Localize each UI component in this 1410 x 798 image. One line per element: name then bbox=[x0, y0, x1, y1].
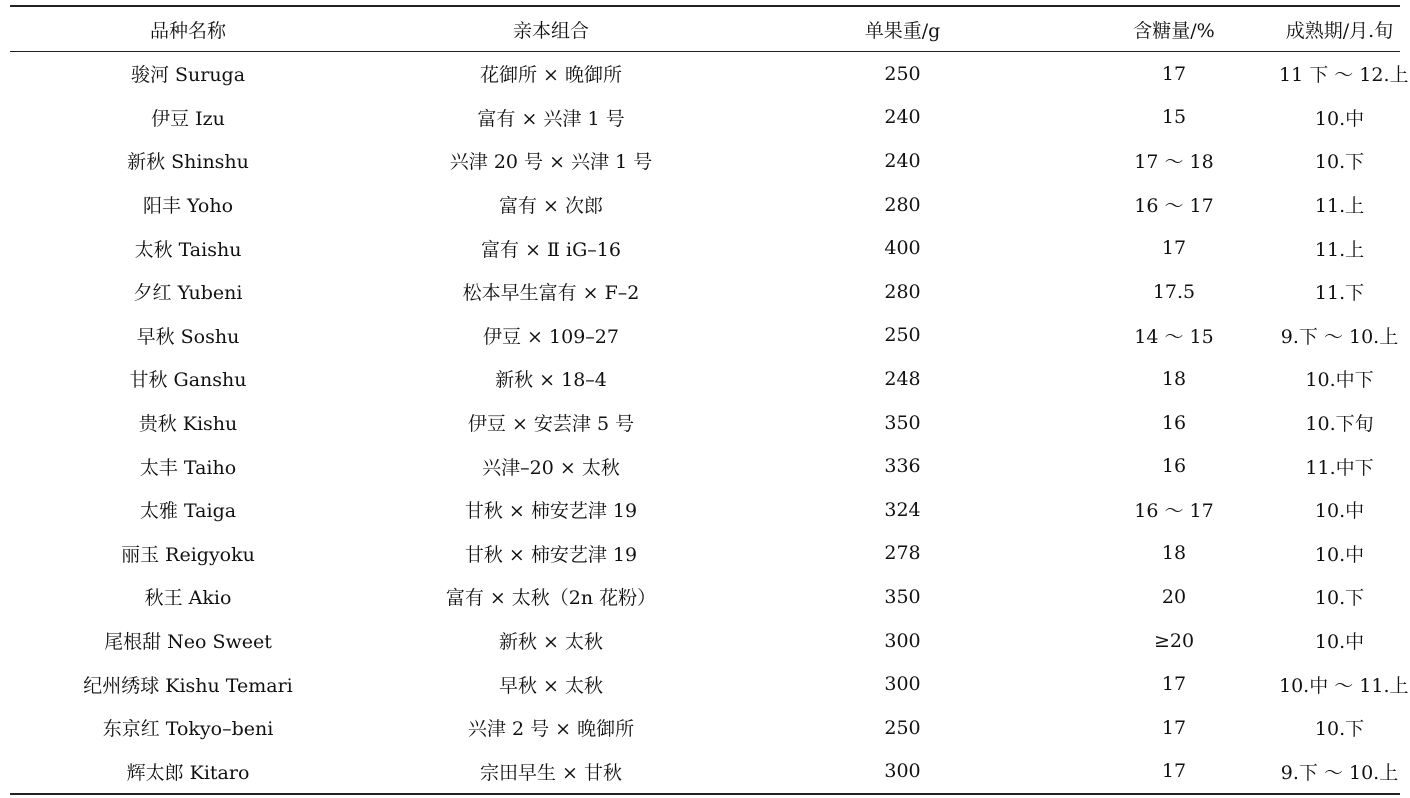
cell-sugar-content: 17 bbox=[1161, 716, 1187, 739]
cell-maturity-period: 10.中 bbox=[1314, 543, 1365, 566]
cell-cultivar-name: 甘秋 Ganshu bbox=[129, 369, 247, 392]
cell-fruit-weight: 250 bbox=[884, 716, 921, 739]
cell-sugar-content: 15 bbox=[1161, 106, 1187, 129]
cell-fruit-weight: 278 bbox=[884, 542, 921, 565]
cell-sugar-content: 17 bbox=[1161, 673, 1187, 696]
cell-sugar-content: 16 ～ 17 bbox=[1134, 500, 1214, 523]
cell-parent-cross: 新秋 × 18–4 bbox=[495, 369, 607, 392]
cell-parent-cross: 松本早生富有 × F–2 bbox=[462, 282, 640, 305]
table-row bbox=[10, 619, 1400, 663]
cell-parent-cross: 富有 × 太秋（2n 花粉） bbox=[445, 587, 657, 610]
cell-fruit-weight: 350 bbox=[884, 585, 921, 608]
header-row bbox=[10, 7, 1400, 51]
cell-cultivar-name: 太秋 Taishu bbox=[134, 238, 242, 261]
cell-sugar-content: 16 bbox=[1161, 411, 1187, 434]
cell-cultivar-name: 伊豆 Izu bbox=[151, 107, 225, 130]
cell-cultivar-name: 夕红 Yubeni bbox=[133, 282, 243, 305]
cell-fruit-weight: 250 bbox=[884, 324, 921, 347]
table-row bbox=[10, 532, 1400, 576]
cell-cultivar-name: 纪州绣球 Kishu Temari bbox=[83, 674, 293, 697]
cell-fruit-weight: 280 bbox=[884, 280, 921, 303]
cell-sugar-content: 18 bbox=[1161, 542, 1187, 565]
cell-cultivar-name: 秋王 Akio bbox=[144, 587, 232, 610]
cell-maturity-period: 11 下 ～ 12.上 bbox=[1279, 64, 1409, 87]
cell-parent-cross: 伊豆 × 109–27 bbox=[483, 325, 619, 348]
cell-sugar-content: 16 ～ 17 bbox=[1134, 195, 1214, 218]
cell-cultivar-name: 早秋 Soshu bbox=[136, 325, 240, 348]
cell-parent-cross: 兴津 2 号 × 晚御所 bbox=[467, 718, 635, 741]
table-row bbox=[10, 96, 1400, 140]
cell-fruit-weight: 240 bbox=[884, 106, 921, 129]
header-fruit-weight: 单果重/g bbox=[864, 19, 941, 42]
cell-fruit-weight: 336 bbox=[884, 455, 921, 478]
cell-parent-cross: 富有 × 兴津 1 号 bbox=[477, 107, 625, 130]
cell-parent-cross: 甘秋 × 柿安艺津 19 bbox=[464, 543, 638, 566]
cell-maturity-period: 11.上 bbox=[1314, 195, 1365, 218]
cell-parent-cross: 新秋 × 太秋 bbox=[499, 631, 603, 654]
cell-parent-cross: 花御所 × 晚御所 bbox=[480, 64, 622, 87]
cell-maturity-period: 10.下旬 bbox=[1305, 413, 1374, 436]
table-row bbox=[10, 662, 1400, 706]
cell-maturity-period: 9.下 ～ 10.上 bbox=[1280, 761, 1399, 784]
table-row bbox=[10, 401, 1400, 445]
cell-sugar-content: 17.5 bbox=[1152, 280, 1196, 303]
cultivar-table bbox=[10, 7, 1400, 51]
cultivar-table-body bbox=[10, 52, 1409, 793]
table-row bbox=[10, 575, 1400, 619]
cell-fruit-weight: 324 bbox=[884, 498, 921, 521]
cell-parent-cross: 宗田早生 × 甘秋 bbox=[480, 761, 622, 784]
cell-maturity-period: 11.下 bbox=[1314, 282, 1365, 305]
cell-sugar-content: 16 bbox=[1161, 455, 1187, 478]
cell-maturity-period: 10.中 bbox=[1314, 631, 1365, 654]
header-parent-cross: 亲本组合 bbox=[512, 19, 589, 42]
cell-cultivar-name: 辉太郎 Kitaro bbox=[126, 761, 250, 784]
cell-fruit-weight: 250 bbox=[884, 62, 921, 85]
cell-sugar-content: 20 bbox=[1161, 585, 1187, 608]
cell-cultivar-name: 丽玉 Reigyoku bbox=[121, 543, 255, 566]
cell-fruit-weight: 300 bbox=[884, 629, 921, 652]
table-row bbox=[10, 183, 1400, 227]
cell-sugar-content: 17 ～ 18 bbox=[1134, 151, 1214, 174]
cell-fruit-weight: 248 bbox=[884, 367, 921, 390]
cell-sugar-content: 14 ～ 15 bbox=[1134, 325, 1214, 348]
cell-fruit-weight: 300 bbox=[884, 760, 921, 783]
cell-parent-cross: 兴津–20 × 太秋 bbox=[482, 456, 620, 479]
cell-fruit-weight: 280 bbox=[884, 193, 921, 216]
cell-parent-cross: 伊豆 × 安芸津 5 号 bbox=[467, 413, 635, 436]
cell-fruit-weight: 300 bbox=[884, 673, 921, 696]
cell-cultivar-name: 尾根甜 Neo Sweet bbox=[104, 631, 272, 654]
cell-sugar-content: 18 bbox=[1161, 367, 1187, 390]
table-row bbox=[10, 488, 1400, 532]
cell-parent-cross: 早秋 × 太秋 bbox=[499, 674, 603, 697]
cell-parent-cross: 兴津 20 号 × 兴津 1 号 bbox=[449, 151, 653, 174]
table-row bbox=[10, 314, 1400, 358]
header-maturity-period: 成熟期/月.旬 bbox=[1285, 19, 1394, 42]
cell-cultivar-name: 太丰 Taiho bbox=[139, 456, 237, 479]
cell-parent-cross: 富有 × Ⅱ iG–16 bbox=[481, 238, 621, 261]
table-header bbox=[10, 7, 1400, 51]
cell-maturity-period: 10.中下 bbox=[1305, 369, 1374, 392]
table-row bbox=[10, 357, 1400, 401]
cell-maturity-period: 10.下 bbox=[1314, 718, 1365, 741]
cell-sugar-content: 17 bbox=[1161, 760, 1187, 783]
table-row bbox=[10, 270, 1400, 314]
table-row bbox=[10, 139, 1400, 183]
cell-cultivar-name: 东京红 Tokyo–beni bbox=[102, 718, 274, 741]
cell-sugar-content: 17 bbox=[1161, 237, 1187, 260]
data-table-container bbox=[10, 5, 1409, 795]
cell-parent-cross: 甘秋 × 柿安艺津 19 bbox=[464, 500, 638, 523]
table-row bbox=[10, 226, 1400, 270]
cell-maturity-period: 10.中 bbox=[1314, 107, 1365, 130]
header-sugar-content: 含糖量/% bbox=[1133, 19, 1215, 42]
cell-maturity-period: 11.中下 bbox=[1305, 456, 1374, 479]
header-cultivar-name: 品种名称 bbox=[149, 19, 226, 42]
cell-maturity-period: 10.中 bbox=[1314, 500, 1365, 523]
cell-cultivar-name: 贵秋 Kishu bbox=[138, 413, 238, 436]
cell-sugar-content: 17 bbox=[1161, 62, 1187, 85]
table-row bbox=[10, 52, 1400, 96]
cell-cultivar-name: 新秋 Shinshu bbox=[127, 151, 249, 174]
cell-maturity-period: 11.上 bbox=[1314, 238, 1365, 261]
table-row bbox=[10, 706, 1400, 750]
cell-cultivar-name: 阳丰 Yoho bbox=[142, 195, 234, 218]
cell-maturity-period: 10.下 bbox=[1314, 151, 1365, 174]
cell-fruit-weight: 240 bbox=[884, 149, 921, 172]
table-row bbox=[10, 750, 1400, 794]
cell-maturity-period: 10.下 bbox=[1314, 587, 1365, 610]
cell-maturity-period: 9.下 ～ 10.上 bbox=[1280, 325, 1399, 348]
cell-maturity-period: 10.中 ～ 11.上 bbox=[1279, 674, 1409, 697]
table-row bbox=[10, 444, 1400, 488]
cell-parent-cross: 富有 × 次郎 bbox=[499, 195, 603, 218]
cell-cultivar-name: 骏河 Suruga bbox=[130, 64, 246, 87]
cell-sugar-content: ≥20 bbox=[1153, 629, 1195, 652]
table-body bbox=[10, 52, 1409, 793]
table-bottom-rule bbox=[10, 793, 1400, 795]
cell-fruit-weight: 350 bbox=[884, 411, 921, 434]
cell-cultivar-name: 太雅 Taiga bbox=[139, 500, 237, 523]
cell-fruit-weight: 400 bbox=[884, 237, 921, 260]
